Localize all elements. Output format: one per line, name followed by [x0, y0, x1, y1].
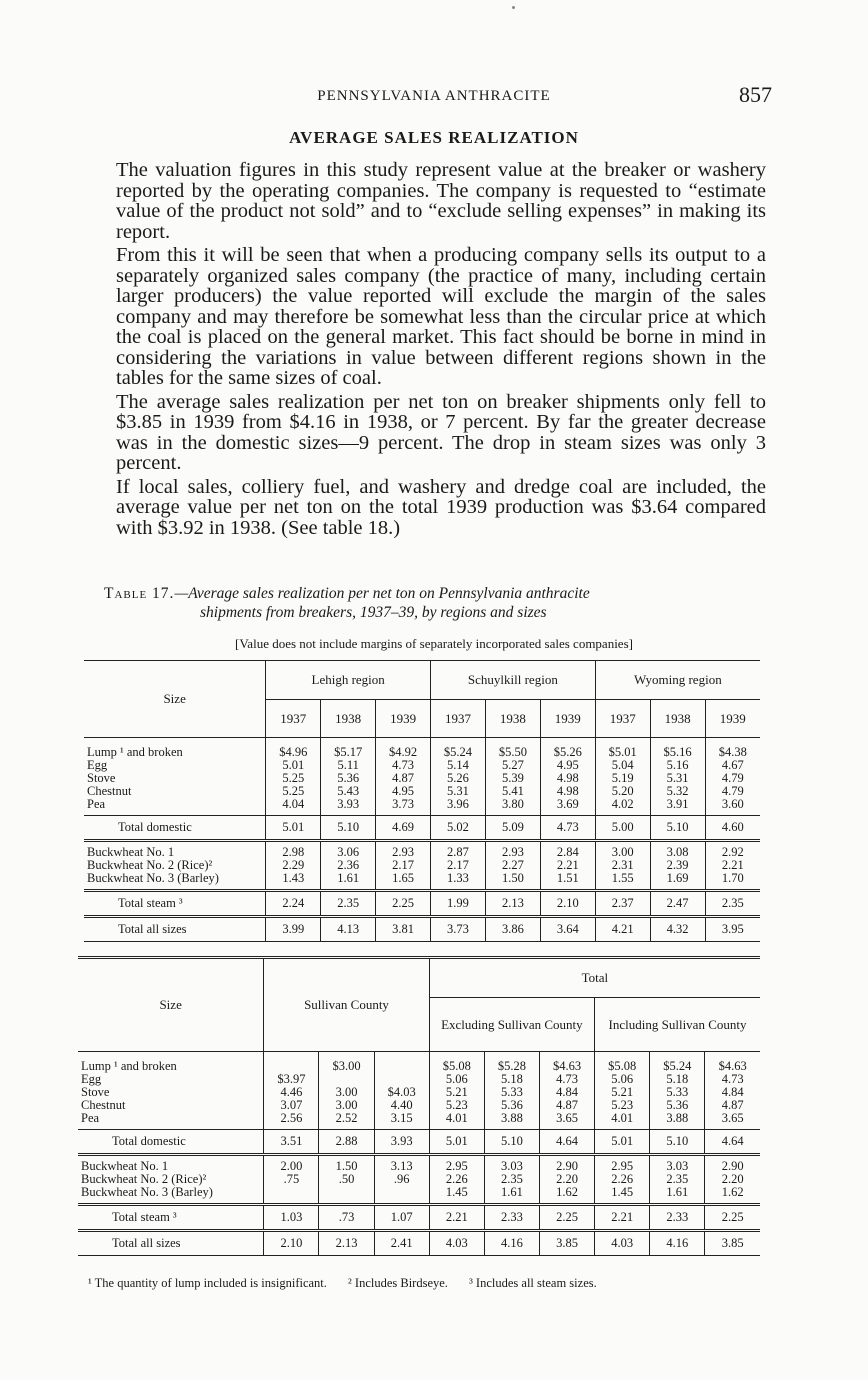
table-cell: 2.90	[721, 1159, 744, 1173]
domestic-value-column	[321, 738, 376, 816]
size-label: Egg	[87, 758, 108, 772]
paragraph-3: The average sales realization per net ton on breaker shipments only fell to $3.85 in 1939 from $4.16 in 1938, or 7 percent. By far the greater decrease was in the domestic sizes—9 percent. The drop in steam sizes was only 3 percent.	[116, 390, 766, 474]
size-label: Lump ¹ and broken	[81, 1059, 177, 1073]
table-caption	[104, 584, 784, 622]
steam-value-column	[376, 841, 431, 891]
paragraph-2: From this it will be seen that when a producing company sells its output to a separately organized sales company (the practice of many, including certain larger producers) the value reported will exclude the margin of the sales company and may therefore be somewhat less than the circular price at which the coal is placed on the general market. This fact should be borne in mind in considering the variations in value between different regions shown in the tables for the same sizes of coal.	[116, 244, 766, 389]
running-head: PENNSYLVANIA ANTHRACITE	[317, 88, 551, 104]
steam-value-column	[650, 841, 705, 891]
table-cell: 4.84	[721, 1085, 744, 1099]
table-cell: 5.36	[337, 771, 360, 785]
table-cell: 1.70	[721, 871, 744, 885]
size-label: Buckwheat No. 2 (Rice)²	[87, 858, 213, 872]
year-header: 1937	[431, 700, 486, 738]
table-cell: 2.87	[447, 845, 469, 859]
table-cell	[267, 1186, 315, 1199]
table-cell: 2.93	[501, 845, 524, 859]
size-label: Buckwheat No. 2 (Rice)²	[81, 1172, 207, 1186]
table-cell: 5.32	[666, 784, 689, 798]
table-cell: .96	[393, 1172, 410, 1186]
footnote-3: ³ Includes all steam sizes.	[469, 1276, 597, 1290]
group-header-sullivan: Sullivan County	[264, 958, 429, 1052]
total-all-value: 2.13	[319, 1231, 374, 1256]
table-cell: 5.06	[611, 1072, 634, 1086]
table-cell: 3.91	[666, 797, 689, 811]
size-label: Buckwheat No. 1	[87, 845, 175, 859]
size-label: Buckwheat No. 3 (Barley)	[87, 871, 219, 885]
footnotes	[88, 1276, 788, 1291]
total-steam-label: Total steam ³	[84, 891, 266, 917]
table-cell: 5.25	[282, 784, 305, 798]
table-cell: $4.38	[718, 745, 747, 759]
total-steam-value: 1.99	[431, 891, 486, 917]
total-all-value: 3.73	[431, 917, 486, 942]
table-cell: 1.61	[500, 1185, 523, 1199]
table-cell: 3.88	[500, 1111, 523, 1125]
total-domestic-value: 5.01	[595, 1130, 650, 1155]
total-all-value: 3.81	[376, 917, 431, 942]
size-label: Egg	[81, 1072, 102, 1086]
steam-value-column	[264, 1155, 319, 1205]
total-domestic-value: 5.02	[431, 816, 486, 841]
domestic-labels	[78, 1052, 264, 1130]
total-domestic-label: Total domestic	[84, 816, 266, 841]
table-cell: 5.21	[611, 1085, 634, 1099]
table-cell: 5.23	[611, 1098, 634, 1112]
steam-value-column	[485, 841, 540, 891]
steam-value-column	[539, 1155, 594, 1205]
table-cell: 1.62	[556, 1185, 578, 1199]
table-cell: .75	[283, 1172, 300, 1186]
steam-value-column	[540, 841, 595, 891]
subgroup-header-excluding: Excluding Sullivan County	[429, 998, 594, 1052]
domestic-value-column	[705, 738, 760, 816]
steam-value-column	[374, 1155, 429, 1205]
year-header: 1938	[485, 700, 540, 738]
year-header: 1938	[321, 700, 376, 738]
total-steam-value: 2.33	[650, 1205, 705, 1231]
table-cell: 1.55	[611, 871, 634, 885]
year-header: 1939	[376, 700, 431, 738]
table-cell: 5.43	[337, 784, 360, 798]
group-header-total: Total	[429, 958, 760, 998]
table-cell: 5.14	[447, 758, 469, 772]
size-label: Lump ¹ and broken	[87, 745, 183, 759]
table-cell: 2.95	[611, 1159, 634, 1173]
total-all-value: 3.85	[705, 1231, 760, 1256]
total-all-value: 2.10	[264, 1231, 319, 1256]
table-cell: 2.17	[447, 858, 469, 872]
domestic-value-column	[374, 1052, 429, 1130]
table-cell: 5.36	[666, 1098, 689, 1112]
domestic-value-column	[376, 738, 431, 816]
table-cell: 3.00	[335, 1098, 358, 1112]
year-header: 1939	[705, 700, 760, 738]
total-steam-value: 2.25	[376, 891, 431, 917]
table-cell: 5.06	[445, 1072, 468, 1086]
total-all-value: 3.95	[705, 917, 760, 942]
table-cell: $4.63	[552, 1059, 582, 1073]
table-cell: $3.00	[332, 1059, 361, 1073]
year-header: 1937	[595, 700, 650, 738]
table-cell: $5.28	[497, 1059, 526, 1073]
steam-value-column	[484, 1155, 539, 1205]
table-cell: 1.69	[666, 871, 689, 885]
table-cell: 2.27	[501, 858, 524, 872]
total-domestic-value: 5.10	[650, 1130, 705, 1155]
total-steam-value: 2.33	[484, 1205, 539, 1231]
table-cell: 4.73	[556, 1072, 578, 1086]
total-steam-value: 2.21	[595, 1205, 650, 1231]
domestic-value-column	[484, 1052, 539, 1130]
table-cell: 4.40	[390, 1098, 413, 1112]
table-cell: $4.96	[279, 745, 308, 759]
size-label: Pea	[87, 797, 106, 811]
table-cell: 4.95	[556, 758, 579, 772]
total-domestic-value: 5.01	[429, 1130, 484, 1155]
table-note: [Value does not include margins of separately incorporated sales companies]	[235, 636, 633, 651]
table-cell: 2.21	[721, 858, 744, 872]
table-title-line2: shipments from breakers, 1937–39, by regions and sizes	[200, 604, 547, 621]
total-steam-value: 2.37	[595, 891, 650, 917]
total-all-value: 2.41	[374, 1231, 429, 1256]
table-cell: 5.21	[445, 1085, 468, 1099]
domestic-value-column	[539, 1052, 594, 1130]
size-label: Buckwheat No. 3 (Barley)	[81, 1185, 213, 1199]
table-cell: 1.62	[721, 1185, 744, 1199]
total-steam-value: 2.47	[650, 891, 705, 917]
table-cell: $5.17	[334, 745, 363, 759]
table-cell: 2.84	[556, 845, 579, 859]
steam-value-column	[319, 1155, 374, 1205]
table-cell: 4.73	[392, 758, 414, 772]
steam-value-column	[595, 1155, 650, 1205]
table-cell: 5.31	[447, 784, 469, 798]
table-cell: 3.03	[500, 1159, 523, 1173]
table-cell: 5.01	[282, 758, 305, 772]
total-all-value: 3.86	[485, 917, 540, 942]
table-cell: 5.20	[611, 784, 634, 798]
table-cell: $5.26	[553, 745, 582, 759]
steam-value-column	[595, 841, 650, 891]
total-all-value: 4.03	[429, 1231, 484, 1256]
total-all-label: Total all sizes	[78, 1231, 264, 1256]
total-domestic-value: 4.64	[539, 1130, 594, 1155]
size-label: Pea	[81, 1111, 100, 1125]
table-cell: 3.73	[392, 797, 414, 811]
table-cell: 1.50	[335, 1159, 358, 1173]
section-title: AVERAGE SALES REALIZATION	[289, 128, 579, 147]
group-header-lehigh: Lehigh region	[266, 661, 431, 700]
table-cell: 5.11	[337, 758, 359, 772]
total-domestic-value: 5.10	[484, 1130, 539, 1155]
total-steam-label: Total steam ³	[78, 1205, 264, 1231]
total-steam-value: 1.07	[374, 1205, 429, 1231]
table-cell: 5.18	[666, 1072, 689, 1086]
total-domestic-value: 3.93	[374, 1130, 429, 1155]
table-cell: 2.17	[392, 858, 414, 872]
size-header: Size	[84, 661, 266, 738]
table-cell: 3.06	[337, 845, 360, 859]
table-cell: $4.03	[387, 1085, 416, 1099]
total-steam-value: 2.24	[266, 891, 321, 917]
table-cell: 2.29	[282, 858, 305, 872]
table-cell: $4.92	[389, 745, 418, 759]
table-cell: 1.45	[611, 1185, 634, 1199]
total-all-value: 4.03	[595, 1231, 650, 1256]
table-cell: 3.07	[280, 1098, 303, 1112]
table-label: Table 17.	[104, 585, 175, 602]
table-cell: 2.39	[666, 858, 689, 872]
size-label: Chestnut	[81, 1098, 126, 1112]
table-cell: 4.98	[556, 784, 579, 798]
table-cell: 5.23	[445, 1098, 468, 1112]
table-cell: 3.96	[447, 797, 469, 811]
table-cell: 3.15	[390, 1111, 413, 1125]
table-cell: 3.13	[390, 1159, 413, 1173]
domestic-value-column	[429, 1052, 484, 1130]
total-steam-value: .73	[319, 1205, 374, 1231]
table-cell: 4.79	[721, 784, 744, 798]
steam-value-column	[429, 1155, 484, 1205]
table-cell: 5.16	[666, 758, 689, 772]
domestic-value-column	[319, 1052, 374, 1130]
total-all-value: 3.64	[540, 917, 595, 942]
table-cell: 2.92	[721, 845, 744, 859]
steam-value-column	[431, 841, 486, 891]
table-cell: 2.35	[500, 1172, 523, 1186]
table-cell: 3.60	[721, 797, 744, 811]
table-cell: 5.18	[500, 1072, 523, 1086]
table-cell: 5.39	[501, 771, 524, 785]
total-domestic-label: Total domestic	[78, 1130, 264, 1155]
domestic-value-column	[485, 738, 540, 816]
size-label: Stove	[87, 771, 116, 785]
year-header: 1939	[540, 700, 595, 738]
table-cell: 4.46	[280, 1085, 303, 1099]
regions-table	[84, 660, 760, 942]
table-title-line1: —Average sales realization per net ton on Pennsylvania anthracite	[174, 585, 590, 602]
table-cell: 5.25	[282, 771, 305, 785]
table-cell: 1.61	[337, 871, 360, 885]
table-cell: 2.98	[282, 845, 305, 859]
table-cell: 2.26	[445, 1172, 468, 1186]
table-cell: 2.35	[666, 1172, 689, 1186]
table-cell: 4.87	[721, 1098, 744, 1112]
domestic-value-column	[264, 1052, 319, 1130]
group-header-schuylkill: Schuylkill region	[431, 661, 596, 700]
size-label: Buckwheat No. 1	[81, 1159, 169, 1173]
domestic-value-column	[431, 738, 486, 816]
table-cell: 5.33	[666, 1085, 689, 1099]
table-cell: 3.08	[666, 845, 689, 859]
table-cell: 5.41	[501, 784, 524, 798]
total-domestic-value: 3.51	[264, 1130, 319, 1155]
total-steam-value: 2.13	[485, 891, 540, 917]
table-cell: 4.87	[392, 771, 414, 785]
table-cell: 5.26	[447, 771, 469, 785]
total-domestic-value: 4.73	[540, 816, 595, 841]
steam-labels	[84, 841, 266, 891]
total-domestic-value: 5.01	[266, 816, 321, 841]
steam-value-column	[705, 1155, 760, 1205]
domestic-value-column	[650, 1052, 705, 1130]
year-header: 1938	[650, 700, 705, 738]
total-steam-value: 1.03	[264, 1205, 319, 1231]
total-steam-value: 2.10	[540, 891, 595, 917]
total-all-value: 4.16	[484, 1231, 539, 1256]
table-cell: 2.31	[611, 858, 634, 872]
table-cell: $5.50	[498, 745, 527, 759]
total-steam-value: 2.25	[705, 1205, 760, 1231]
paragraph-4: If local sales, colliery fuel, and washery and dredge coal are included, the average value per net ton on the total 1939 production was $3.64 compared with $3.92 in 1938. (See table 18.)	[116, 475, 766, 539]
table-cell: .50	[338, 1172, 355, 1186]
table-cell	[378, 1060, 426, 1073]
table-cell: $5.01	[608, 745, 637, 759]
table-cell: $5.24	[443, 745, 473, 759]
table-cell	[322, 1186, 370, 1199]
steam-value-column	[266, 841, 321, 891]
table-cell: 2.26	[611, 1172, 634, 1186]
total-domestic-value: 2.88	[319, 1130, 374, 1155]
table-cell: 3.65	[721, 1111, 744, 1125]
table-cell: 2.20	[721, 1172, 744, 1186]
total-steam-value: 2.21	[429, 1205, 484, 1231]
total-domestic-value: 4.64	[705, 1130, 760, 1155]
page-number: 857	[739, 82, 772, 107]
table-cell: 5.31	[666, 771, 689, 785]
table-cell: 2.95	[445, 1159, 468, 1173]
table-cell: 1.45	[445, 1185, 468, 1199]
domestic-labels	[84, 738, 266, 816]
total-domestic-value: 4.69	[376, 816, 431, 841]
total-domestic-value: 5.09	[485, 816, 540, 841]
table-cell: 4.95	[392, 784, 414, 798]
body-text	[116, 160, 766, 541]
total-domestic-value: 5.10	[650, 816, 705, 841]
domestic-value-column	[705, 1052, 760, 1130]
total-steam-value: 2.35	[705, 891, 760, 917]
total-domestic-value: 5.00	[595, 816, 650, 841]
table-cell: 1.65	[392, 871, 414, 885]
table-cell: 1.33	[447, 871, 469, 885]
table-cell: 4.04	[282, 797, 305, 811]
domestic-value-column	[650, 738, 705, 816]
domestic-value-column	[595, 1052, 650, 1130]
table-cell: $3.97	[277, 1072, 306, 1086]
total-all-label: Total all sizes	[84, 917, 266, 942]
table-cell: 5.33	[500, 1085, 523, 1099]
table-cell: 5.27	[501, 758, 524, 772]
table-cell: 2.00	[280, 1159, 303, 1173]
steam-value-column	[321, 841, 376, 891]
size-header-2: Size	[78, 958, 264, 1052]
table-cell: 4.79	[721, 771, 744, 785]
table-cell: $5.08	[442, 1059, 471, 1073]
total-all-value: 3.85	[539, 1231, 594, 1256]
group-header-wyoming: Wyoming region	[595, 661, 760, 700]
domestic-value-column	[595, 738, 650, 816]
domestic-value-column	[540, 738, 595, 816]
table-cell: 3.00	[611, 845, 634, 859]
table-cell: 4.01	[611, 1111, 634, 1125]
table-cell: $5.08	[608, 1059, 637, 1073]
footnote-2: ² Includes Birdseye.	[348, 1276, 448, 1290]
table-cell: 2.90	[556, 1159, 578, 1173]
table-cell: 2.93	[392, 845, 414, 859]
size-label: Stove	[81, 1085, 110, 1099]
total-all-value: 4.13	[321, 917, 376, 942]
page-header	[0, 82, 868, 112]
table-cell: $5.16	[663, 745, 692, 759]
table-cell: 4.84	[556, 1085, 578, 1099]
table-cell: 3.88	[666, 1111, 689, 1125]
table-cell: 5.36	[500, 1098, 523, 1112]
steam-value-column	[705, 841, 760, 891]
total-all-value: 3.99	[266, 917, 321, 942]
steam-value-column	[650, 1155, 705, 1205]
total-domestic-value: 5.10	[321, 816, 376, 841]
footnote-1: ¹ The quantity of lump included is insignificant.	[88, 1276, 327, 1290]
table-cell: 2.52	[335, 1111, 358, 1125]
table-cell: 4.73	[721, 1072, 744, 1086]
year-header: 1937	[266, 700, 321, 738]
total-all-value: 4.32	[650, 917, 705, 942]
table-cell: $4.63	[718, 1059, 747, 1073]
table-cell: 3.65	[556, 1111, 578, 1125]
total-all-value: 4.21	[595, 917, 650, 942]
table-cell: 1.50	[501, 871, 524, 885]
table-cell: 1.43	[282, 871, 305, 885]
table-cell	[378, 1186, 426, 1199]
table-cell: 3.80	[501, 797, 524, 811]
subgroup-header-including: Including Sullivan County	[595, 998, 760, 1052]
table-cell: 4.98	[556, 771, 579, 785]
table-cell: 4.87	[556, 1098, 578, 1112]
table-cell: 1.61	[666, 1185, 689, 1199]
table-cell: 4.01	[445, 1111, 468, 1125]
domestic-value-column	[266, 738, 321, 816]
table-cell: 5.04	[611, 758, 634, 772]
table-cell: 3.03	[666, 1159, 689, 1173]
table-cell: 3.93	[337, 797, 360, 811]
table-cell: 3.00	[335, 1085, 358, 1099]
table-cell: 4.02	[611, 797, 634, 811]
total-all-value: 4.16	[650, 1231, 705, 1256]
table-cell: 2.36	[337, 858, 360, 872]
table-cell: 5.19	[611, 771, 634, 785]
table-cell: $5.24	[663, 1059, 692, 1073]
total-steam-value: 2.35	[321, 891, 376, 917]
total-domestic-value: 4.60	[705, 816, 760, 841]
table-cell: 2.20	[556, 1172, 578, 1186]
total-steam-value: 2.25	[539, 1205, 594, 1231]
table-cell: 1.51	[556, 871, 579, 885]
table-cell: 2.21	[556, 858, 579, 872]
size-label: Chestnut	[87, 784, 132, 798]
totals-table	[78, 956, 760, 1256]
scan-speck	[512, 6, 515, 9]
table-cell: 2.56	[280, 1111, 303, 1125]
table-cell: 3.69	[556, 797, 579, 811]
steam-labels	[78, 1155, 264, 1205]
table-cell: 4.67	[721, 758, 744, 772]
paragraph-1: The valuation figures in this study represent value at the breaker or washery reported by the operating companies. The company is requested to “estimate value of the product not sold” and to “exclude selling expenses” in making its report.	[116, 159, 766, 243]
